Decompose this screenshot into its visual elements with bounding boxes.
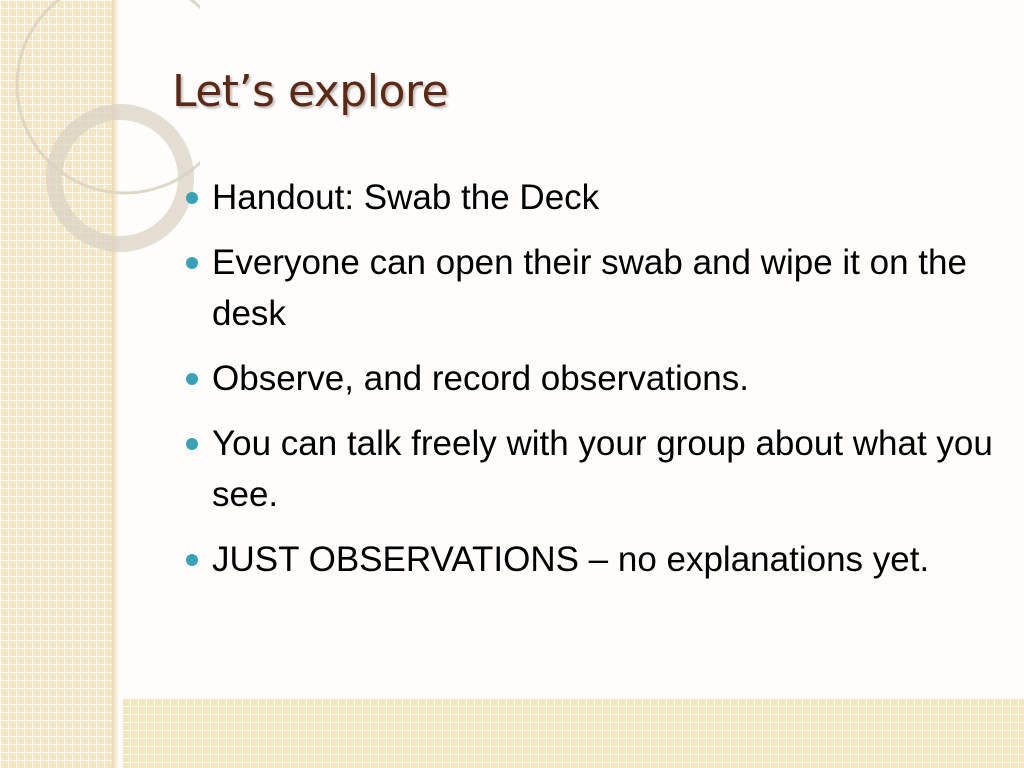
bullet-text: Everyone can open their swab and wipe it on the desk — [212, 243, 967, 333]
bullet-dot-icon — [186, 373, 198, 385]
slide-title: Let’s explore — [172, 66, 449, 117]
bullet-dot-icon — [186, 192, 198, 204]
bullet-text: Handout: Swab the Deck — [212, 178, 600, 217]
bullet-text: You can talk freely with your group about what you see. — [212, 424, 993, 514]
bullet-list — [184, 172, 994, 599]
decorative-circles — [0, 0, 200, 260]
bullet-text: JUST OBSERVATIONS – no explanations yet. — [212, 540, 930, 579]
bottom-decorative-band — [122, 698, 1024, 768]
bullet-text: Observe, and record observations. — [212, 359, 749, 398]
bullet-dot-icon — [186, 438, 198, 450]
bullet-dot-icon — [186, 257, 198, 269]
bullet-item — [184, 172, 994, 223]
bullet-dot-icon — [186, 554, 198, 566]
bullet-item — [184, 418, 994, 520]
bullet-item — [184, 353, 994, 404]
bullet-item — [184, 534, 994, 585]
bullet-item — [184, 237, 994, 339]
